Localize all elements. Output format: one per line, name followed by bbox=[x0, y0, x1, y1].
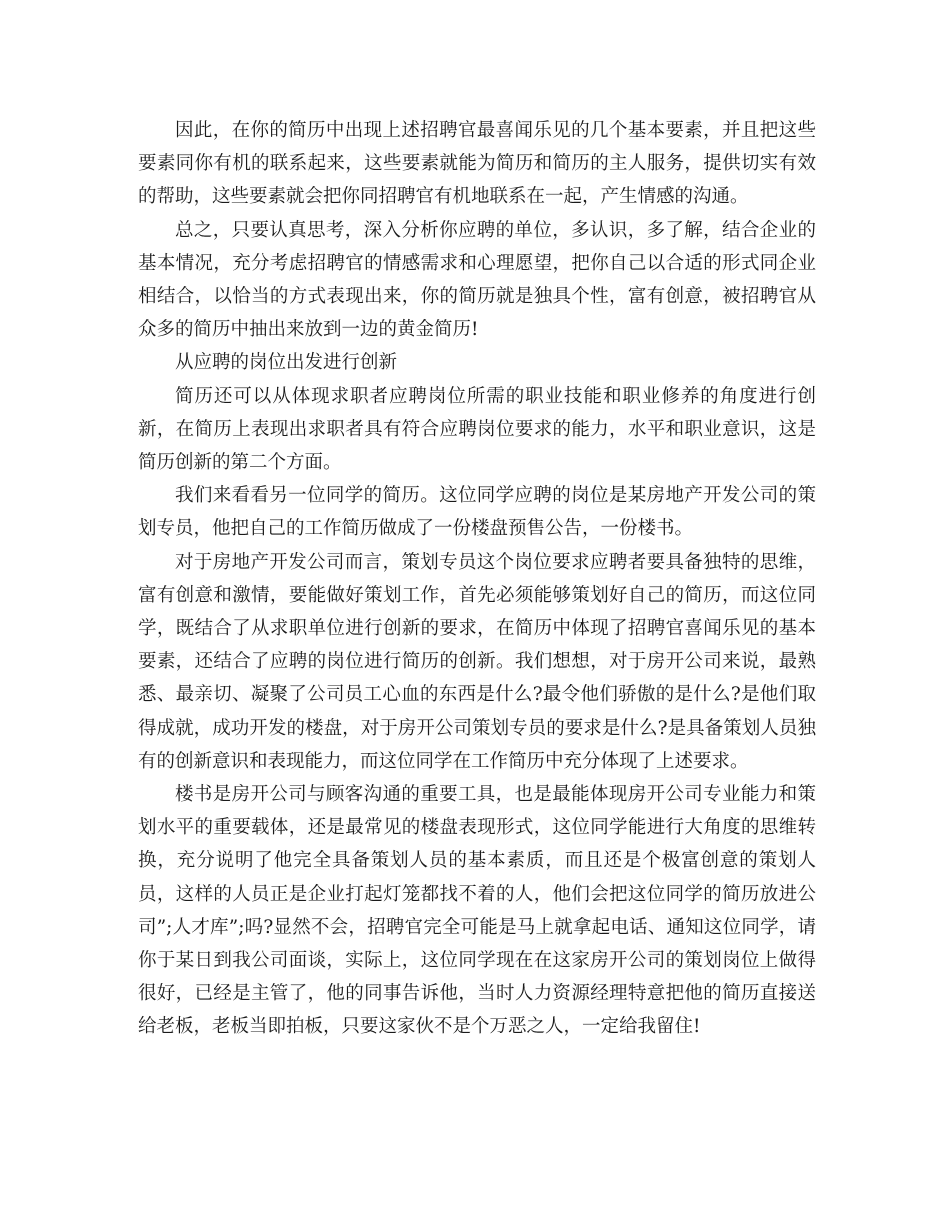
document-body bbox=[138, 114, 816, 1044]
paragraph: 楼书是房开公司与顾客沟通的重要工具，也是最能体现房开公司专业能力和策划水平的重要载体，还是最常见的楼盘表现形式，这位同学能进行大角度的思维转换，充分说明了他完全具备策划人员的基本素质，而且还是个极富创意的策划人员，这样的人员正是企业打起灯笼都找不着的人，他们会把这位同学的简历放进公司”;人才库”;吗?显然不会，招聘官完全可能是马上就拿起电话、通知这位同学，请你于某日到我公司面谈，实际上，这位同学现在在这家房开公司的策划岗位上做得很好，已经是主管了，他的同事告诉他，当时人力资源经理特意把他的简历直接送给老板，老板当即拍板，只要这家伙不是个万恶之人，一定给我留住! bbox=[138, 784, 816, 1038]
section-heading: 从应聘的岗位出发进行创新 bbox=[175, 352, 398, 374]
paragraph: 总之，只要认真思考，深入分析你应聘的单位，多认识，多了解，结合企业的基本情况，充分考虑招聘官的情感需求和心理愿望，把你自己以合适的形式同企业相结合，以恰当的方式表现出来，你的简历就是独具个性，富有创意，被招聘官从众多的简历中抽出来放到一边的黄金简历! bbox=[138, 219, 816, 341]
paragraph: 简历还可以从体现求职者应聘岗位所需的职业技能和职业修养的角度进行创新，在简历上表现出求职者具有符合应聘岗位要求的能力，水平和职业意识，这是简历创新的第二个方面。 bbox=[138, 385, 816, 474]
paragraph: 因此，在你的简历中出现上述招聘官最喜闻乐见的几个基本要素，并且把这些要素同你有机的联系起来，这些要素就能为简历和简历的主人服务，提供切实有效的帮助，这些要素就会把你同招聘官有机地联系在一起，产生情感的沟通。 bbox=[138, 120, 816, 208]
paragraph: 我们来看看另一位同学的简历。这位同学应聘的岗位是某房地产开发公司的策划专员，他把自己的工作简历做成了一份楼盘预售公告，一份楼书。 bbox=[138, 485, 816, 540]
paragraph: 对于房地产开发公司而言，策划专员这个岗位要求应聘者要具备独特的思维，富有创意和激情，要能做好策划工作，首先必须能够策划好自己的简历，而这位同学，既结合了从求职单位进行创新的要求，在简历中体现了招聘官喜闻乐见的基本要素，还结合了应聘的岗位进行简历的创新。我们想想，对于房开公司来说，最熟悉、最亲切、凝聚了公司员工心血的东西是什么?最令他们骄傲的是什么?是他们取得成就，成功开发的楼盘，对于房开公司策划专员的要求是什么?是具备策划人员独有的创新意识和表现能力，而这位同学在工作简历中充分体现了上述要求。 bbox=[138, 551, 816, 772]
